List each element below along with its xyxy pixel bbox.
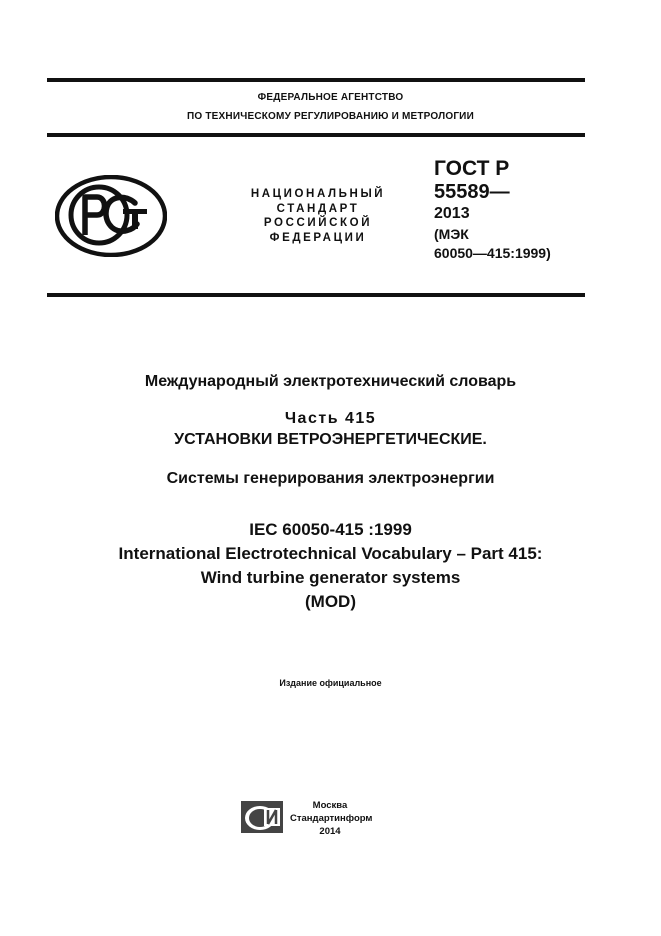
part-number: Часть 415 — [284, 410, 377, 427]
iec-reference: (МЭК — [434, 226, 469, 242]
national-line: НАЦИОНАЛЬНЫЙ — [250, 188, 386, 200]
publisher-info — [290, 799, 373, 838]
gost-designation — [434, 157, 551, 263]
standartinform-logo-icon — [240, 800, 284, 834]
english-title-line: Wind turbine generator systems — [200, 568, 461, 587]
edition-label: Издание официальное — [279, 678, 382, 688]
subtitle: Системы генерирования электроэнергии — [166, 470, 495, 487]
rst-gost-emblem-icon — [55, 175, 167, 257]
bottom-rule — [47, 293, 585, 297]
gost-number: 55589— — [434, 181, 510, 203]
national-line: СТАНДАРТ — [276, 202, 360, 215]
publisher-city: Москва — [312, 800, 348, 811]
iec-reference: 60050—415:1999) — [434, 245, 551, 261]
national-line: РОССИЙСКОЙ — [263, 217, 373, 229]
national-line: ФЕДЕРАЦИИ — [269, 231, 367, 244]
publisher-name: Стандартинформ — [290, 813, 373, 824]
national-standard-label — [238, 187, 398, 245]
english-title-line: IEC 60050-415 :1999 — [249, 520, 412, 539]
top-rule — [47, 78, 585, 82]
title-ru-line: Международный электротехнический словарь — [144, 373, 517, 390]
gost-year: 2013 — [434, 205, 470, 222]
middle-rule — [47, 133, 585, 137]
publication-year: 2014 — [319, 826, 341, 837]
main-title: УСТАНОВКИ ВЕТРОЭНЕРГЕТИЧЕСКИЕ. — [174, 431, 487, 448]
agency-line-2: ПО ТЕХНИЧЕСКОМУ РЕГУЛИРОВАНИЮ И МЕТРОЛОГИИ — [187, 111, 474, 122]
english-title — [0, 518, 661, 614]
english-title-line: (MOD) — [305, 592, 356, 611]
english-title-line: International Electrotechnical Vocabulary – Part 415: — [118, 544, 543, 563]
agency-line-1: ФЕДЕРАЛЬНОЕ АГЕНТСТВО — [257, 92, 404, 103]
gost-line: ГОСТ Р — [434, 157, 510, 180]
